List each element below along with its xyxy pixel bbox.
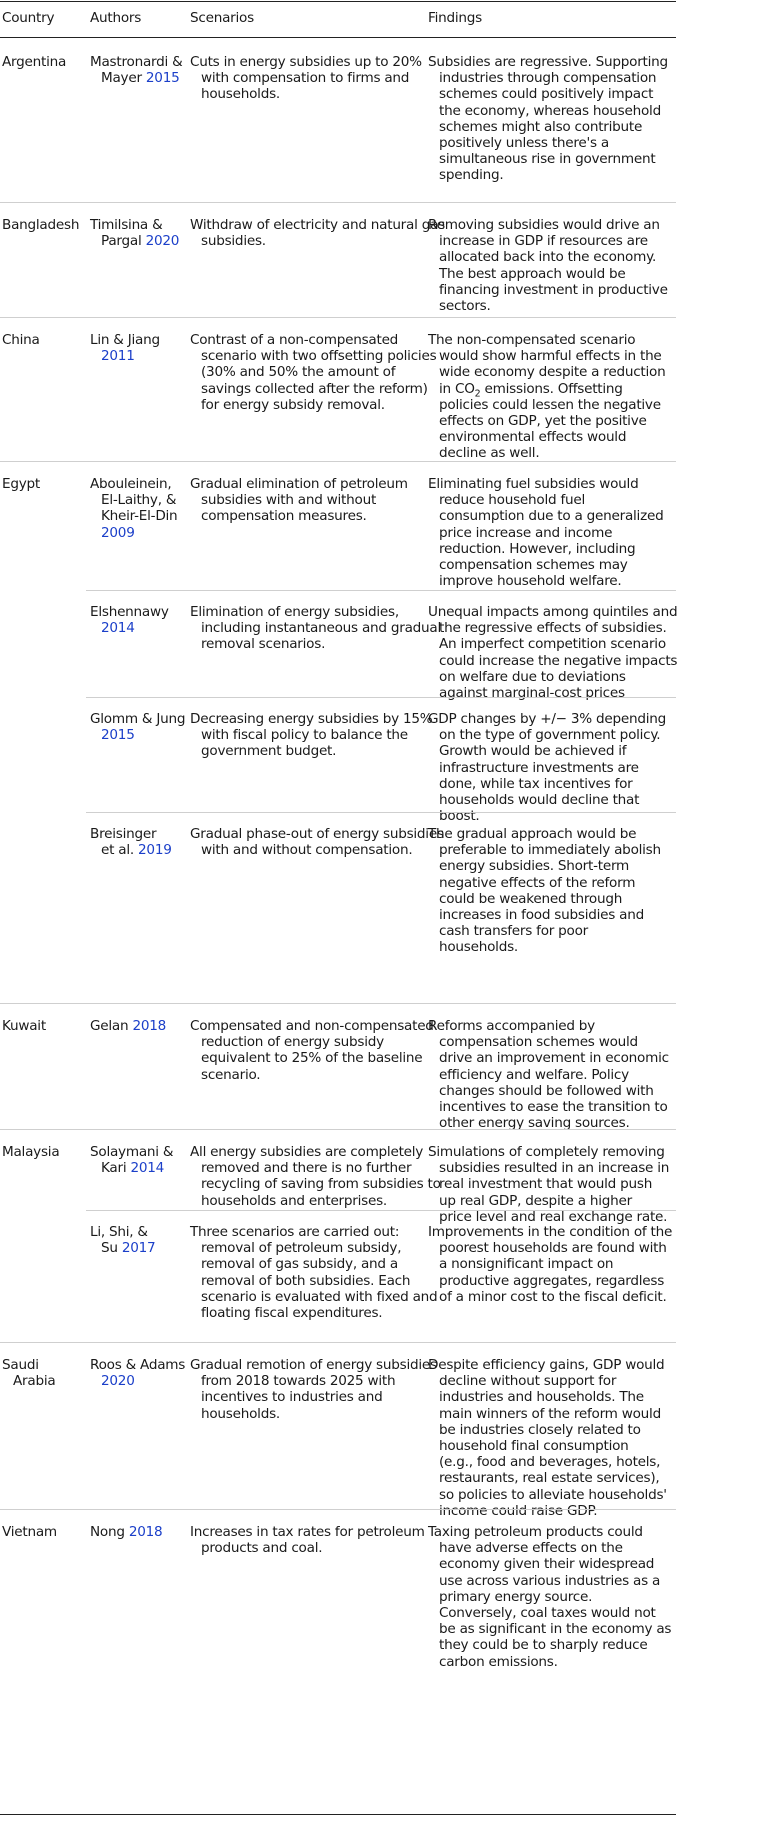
authors-cell-line: Gelan 2018 [90, 1018, 167, 1034]
findings-cell [428, 1357, 676, 1519]
authors-cell-line [90, 1373, 182, 1389]
findings-line: Reforms accompanied by [428, 1018, 595, 1034]
scenarios-cell [190, 826, 444, 859]
country-cell [2, 332, 84, 348]
findings-line: simultaneous rise in government [439, 151, 656, 168]
table-body [0, 40, 772, 1815]
citation-year-link[interactable]: 2018 [128, 1524, 163, 1540]
findings-line: the regressive effects of subsidies. [439, 620, 667, 637]
findings-line: compensation schemes may [439, 557, 628, 574]
findings-line: other energy saving sources. [439, 1115, 630, 1132]
country-cell-line: Arabia [13, 1373, 56, 1390]
findings-line: positively unless there's a [439, 135, 610, 152]
scenarios-cell [190, 1524, 425, 1557]
findings-line: economy given their widespread [439, 1556, 655, 1573]
citation-year-link[interactable]: 2020 [145, 233, 180, 250]
findings-line: on the type of government policy. [439, 727, 661, 744]
scenarios-cell-line: for energy subsidy removal. [201, 396, 385, 413]
findings-line: environmental effects would [439, 429, 627, 446]
findings-line: boost. [439, 808, 480, 825]
findings-line: Improvements in the condition of the [428, 1224, 673, 1240]
header-authors: Authors [90, 10, 142, 26]
findings-line: changes should be followed with [439, 1082, 654, 1099]
findings-line: Taxing petroleum products could [428, 1524, 643, 1540]
findings-line: cash transfers for poor [439, 923, 589, 940]
findings-line: restaurants, real estate services), [439, 1470, 660, 1487]
findings-line: households would decline that [439, 792, 640, 809]
header-scenarios: Scenarios [190, 10, 254, 26]
authors-cell-line: Nong 2018 [90, 1524, 163, 1540]
findings-line: Unequal impacts among quintiles and [428, 604, 678, 620]
scenarios-cell-line: savings collected after the reform) [201, 380, 428, 397]
findings-line: be as significant in the economy as [439, 1621, 672, 1638]
authors-cell-line: Glomm & Jung [90, 711, 186, 727]
findings-line: consumption due to a generalized [439, 508, 664, 525]
findings-line: improve household welfare. [439, 573, 622, 590]
findings-line: policies could lessen the negative [439, 396, 661, 413]
findings-line: preferable to immediately abolish [439, 842, 661, 859]
findings-cell [428, 1224, 676, 1305]
findings-line: a nonsignificant impact on [439, 1256, 614, 1273]
table-header-row [0, 0, 772, 40]
scenarios-cell-line: reduction of energy subsidy [201, 1034, 384, 1051]
authors-cell [90, 476, 182, 541]
findings-line: efficiency and welfare. Policy [439, 1066, 629, 1083]
scenarios-cell-line: Withdraw of electricity and natural gas [190, 217, 445, 233]
authors-cell [90, 217, 182, 249]
citation-year-link[interactable]: 2014 [130, 1160, 165, 1177]
scenarios-cell [190, 476, 412, 525]
findings-line: compensation schemes would [439, 1034, 638, 1051]
scenarios-cell-line: including instantaneous and gradual [201, 620, 441, 637]
findings-line: would show harmful effects in the [439, 348, 662, 365]
co2-subscript: 2 [474, 388, 481, 400]
findings-line: Despite efficiency gains, GDP would [428, 1357, 665, 1373]
findings-line: infrastructure investments are [439, 759, 639, 776]
scenarios-cell-line: subsidies with and without [201, 492, 377, 509]
authors-cell [90, 604, 182, 636]
scenarios-cell-line: removed and there is no further [201, 1160, 412, 1177]
scenarios-cell-line: All energy subsidies are completely [190, 1144, 424, 1160]
findings-line: price increase and income [439, 524, 613, 541]
authors-cell [90, 1144, 182, 1176]
findings-line: they could be to sharply reduce [439, 1637, 648, 1654]
scenarios-cell-line: scenario with two offsetting policies [201, 348, 437, 365]
header-findings: Findings [428, 10, 482, 26]
country-cell-line: Kuwait [2, 1018, 46, 1034]
country-cell-line: China [2, 332, 40, 348]
table-row [0, 203, 772, 318]
authors-cell-line [90, 620, 182, 636]
scenarios-cell-line: Gradual remotion of energy subsidies [190, 1357, 437, 1373]
subrow-divider [86, 812, 676, 813]
findings-line: wide economy despite a reduction [439, 364, 666, 381]
scenarios-cell [190, 1357, 437, 1422]
findings-line: the economy, whereas household [439, 102, 661, 119]
findings-cell [428, 332, 676, 462]
findings-line: Conversely, coal taxes would not [439, 1605, 656, 1622]
scenarios-cell-line: equivalent to 25% of the baseline [201, 1050, 423, 1067]
table-row [0, 1130, 772, 1343]
findings-line: main winners of the reform would [439, 1405, 661, 1422]
scenarios-cell-line: households and enterprises. [201, 1192, 387, 1209]
findings-line: Subsidies are regressive. Supporting [428, 54, 668, 70]
country-cell-line: Argentina [2, 54, 67, 70]
country-cell-line: Bangladesh [2, 217, 80, 233]
scenarios-cell-line: Cuts in energy subsidies up to 20% [190, 54, 422, 70]
country-cell [2, 217, 84, 233]
authors-cell-line: Mayer 2015 [101, 70, 180, 87]
country-cell-line: Saudi [2, 1357, 39, 1373]
scenarios-cell-line: Increases in tax rates for petroleum [190, 1524, 425, 1540]
scenarios-cell [190, 1018, 434, 1083]
scenarios-cell-line: subsidies. [201, 233, 266, 250]
authors-cell-line: Pargal 2020 [101, 233, 180, 250]
scenarios-cell-line: with fiscal policy to balance the [201, 727, 408, 744]
findings-line: reduction. However, including [439, 540, 636, 557]
findings-line: reduce household fuel [439, 492, 586, 509]
scenarios-cell-line: removal of gas subsidy, and a [201, 1256, 398, 1273]
findings-line: in $CO_2$ emissions. Offsetting [439, 380, 623, 400]
scenarios-cell-line: scenario. [201, 1066, 261, 1083]
findings-line: household final consumption [439, 1438, 629, 1455]
scenarios-cell [190, 711, 433, 760]
citation-year-link[interactable]: 2011 [101, 348, 135, 365]
findings-line: decline as well. [439, 445, 540, 462]
scenarios-cell-line: Gradual elimination of petroleum [190, 476, 408, 492]
findings-line: decline without support for [439, 1373, 617, 1390]
citation-year-link[interactable]: 2009 [101, 524, 135, 541]
findings-line: done, while tax incentives for [439, 775, 633, 792]
authors-cell [90, 1524, 182, 1540]
findings-cell [428, 826, 676, 956]
country-cell [2, 54, 84, 70]
country-cell-line: Malaysia [2, 1144, 60, 1160]
findings-line: could increase the negative impacts [439, 652, 678, 669]
findings-line: The non-compensated scenario [428, 332, 636, 348]
findings-line: The best approach would be [439, 265, 626, 282]
authors-cell-line: Elshennawy [90, 604, 169, 620]
authors-cell [90, 711, 186, 744]
citation-year-link[interactable]: 2018 [132, 1018, 167, 1034]
findings-line: financing investment in productive [439, 281, 668, 298]
authors-cell [90, 54, 182, 86]
findings-line: Eliminating fuel subsidies would [428, 476, 639, 492]
findings-line: Simulations of completely removing [428, 1144, 665, 1160]
findings-line: so policies to alleviate households' [439, 1486, 667, 1503]
authors-cell-line: Roos & Adams [90, 1357, 186, 1373]
scenarios-cell-line: Elimination of energy subsidies, [190, 604, 399, 620]
findings-line: (e.g., food and beverages, hotels, [439, 1454, 661, 1471]
scenarios-cell [190, 332, 437, 413]
scenarios-cell-line: scenario is evaluated with fixed and [201, 1288, 438, 1305]
header-country: Country [2, 10, 55, 26]
findings-line: be industries closely related to [439, 1421, 641, 1438]
authors-cell-line [90, 525, 182, 541]
findings-cell [428, 1144, 676, 1225]
table-row [0, 1510, 772, 1815]
country-cell-line: Egypt [2, 476, 40, 492]
scenarios-cell-line: households. [201, 1405, 280, 1422]
findings-line: drive an improvement in economic [439, 1050, 669, 1067]
authors-cell-line: El-Laithy, & [101, 492, 177, 509]
authors-cell-line: Kheir-El-Din [101, 508, 178, 525]
findings-line: negative effects of the reform [439, 874, 636, 891]
scenarios-cell-line: incentives to industries and [201, 1389, 383, 1406]
authors-cell [90, 1018, 182, 1034]
findings-cell [428, 476, 676, 589]
authors-cell-line [90, 348, 182, 364]
table-row [0, 462, 772, 1004]
authors-cell [90, 826, 182, 858]
table-row [0, 1004, 772, 1130]
findings-line: industries through compensation [439, 70, 657, 87]
subrow-divider [86, 590, 676, 591]
findings-line: allocated back into the economy. [439, 249, 657, 266]
country-cell [2, 476, 84, 492]
findings-line: effects on GDP, yet the positive [439, 413, 647, 430]
findings-line: subsidies resulted in an increase in [439, 1160, 670, 1177]
scenarios-cell-line: Gradual phase-out of energy subsidies [190, 826, 444, 842]
scenarios-cell-line: from 2018 towards 2025 with [201, 1373, 396, 1390]
citation-year-link[interactable]: 2019 [138, 842, 172, 859]
findings-line: spending. [439, 167, 504, 184]
country-cell [2, 1357, 84, 1389]
findings-line: schemes might also contribute [439, 118, 643, 135]
findings-line: against marginal-cost prices [439, 685, 625, 702]
findings-line: GDP changes by +/− 3% depending [428, 711, 667, 727]
scenarios-cell-line: recycling of saving from subsidies to [201, 1176, 441, 1193]
findings-line: sectors. [439, 298, 491, 315]
scenarios-cell-line: Three scenarios are carried out: [190, 1224, 400, 1240]
authors-cell [90, 332, 182, 364]
scenarios-cell-line: removal scenarios. [201, 636, 326, 653]
citation-year-link[interactable]: 2020 [101, 1373, 135, 1390]
findings-cell [428, 711, 676, 824]
scenarios-cell [190, 1224, 438, 1322]
table-row [0, 40, 772, 203]
findings-line: on welfare due to deviations [439, 668, 626, 685]
scenarios-cell-line: with compensation to firms and [201, 70, 410, 87]
findings-line: schemes could positively impact [439, 86, 654, 103]
authors-cell [90, 1224, 182, 1256]
findings-line: up real GDP, despite a higher [439, 1192, 632, 1209]
scenarios-cell-line: floating fiscal expenditures. [201, 1305, 383, 1322]
scenarios-cell-line: (30% and 50% the amount of [201, 364, 396, 381]
findings-line: use across various industries as a [439, 1572, 661, 1589]
scenarios-cell [190, 604, 441, 653]
scenarios-cell-line: products and coal. [201, 1540, 323, 1557]
country-cell [2, 1018, 84, 1034]
country-cell [2, 1144, 84, 1160]
scenarios-cell-line: with and without compensation. [201, 842, 413, 859]
authors-cell-line: Breisinger [90, 826, 157, 842]
findings-line: real investment that would push [439, 1176, 653, 1193]
authors-cell-line: Timilsina & [90, 217, 163, 233]
findings-line: have adverse effects on the [439, 1540, 623, 1557]
authors-cell-line [90, 727, 182, 743]
findings-line: primary energy source. [439, 1588, 593, 1605]
findings-cell [428, 217, 676, 314]
findings-line: carbon emissions. [439, 1653, 558, 1670]
findings-line: of a minor cost to the fiscal deficit. [439, 1288, 667, 1305]
findings-cell [428, 54, 676, 184]
findings-cell [428, 1524, 676, 1670]
findings-line: could be weakened through [439, 890, 623, 907]
authors-cell-line: Solaymani & [90, 1144, 174, 1160]
citation-year-link[interactable]: 2014 [101, 620, 135, 637]
findings-line: incentives to ease the transition to [439, 1099, 668, 1116]
authors-cell-line: Su 2017 [101, 1240, 156, 1257]
scenarios-cell [190, 54, 422, 103]
scenarios-cell-line: Contrast of a non-compensated [190, 332, 399, 348]
findings-line: Growth would be achieved if [439, 743, 627, 760]
findings-cell [428, 604, 676, 701]
authors-cell-line: Mastronardi & [90, 54, 183, 70]
authors-cell-line: Abouleinein, [90, 476, 172, 492]
scenarios-cell-line: Compensated and non-compensated [190, 1018, 434, 1034]
citation-year-link[interactable]: 2017 [121, 1240, 156, 1257]
header-bottom-rule [0, 37, 676, 38]
country-cell [2, 1524, 84, 1540]
scenarios-cell-line: households. [201, 86, 280, 103]
scenarios-cell [190, 217, 445, 250]
authors-cell-line: Li, Shi, & [90, 1224, 148, 1240]
findings-line: increases in food subsidies and [439, 907, 644, 924]
citation-year-link[interactable]: 2015 [101, 727, 135, 744]
country-cell-line: Vietnam [2, 1524, 57, 1540]
findings-line: An imperfect competition scenario [439, 636, 666, 653]
scenarios-cell-line: government budget. [201, 743, 337, 760]
findings-line: increase in GDP if resources are [439, 233, 648, 250]
findings-line: Removing subsidies would drive an [428, 217, 660, 233]
findings-line: price level and real exchange rate. [439, 1208, 668, 1225]
table-row [0, 1343, 772, 1519]
scenarios-cell-line: removal of both subsidies. Each [201, 1272, 411, 1289]
findings-line: income could raise GDP. [439, 1502, 598, 1519]
table-bottom-rule [0, 1814, 676, 1815]
findings-line: industries and households. The [439, 1389, 644, 1406]
findings-cell [428, 1018, 676, 1131]
authors-cell-line: Lin & Jiang [90, 332, 160, 348]
authors-cell [90, 1357, 186, 1390]
scenarios-cell-line: compensation measures. [201, 508, 367, 525]
authors-cell-line: et al. 2019 [101, 842, 172, 859]
scenarios-cell-line: removal of petroleum subsidy, [201, 1240, 402, 1257]
authors-cell-line: Kari 2014 [101, 1160, 165, 1177]
findings-line: productive aggregates, regardless [439, 1272, 665, 1289]
subrow-divider [86, 1210, 676, 1211]
scenarios-cell [190, 1144, 441, 1209]
findings-line: energy subsidies. Short-term [439, 858, 630, 875]
citation-year-link[interactable]: 2015 [145, 70, 180, 87]
findings-line: The gradual approach would be [428, 826, 637, 842]
scenarios-cell-line: Decreasing energy subsidies by 15% [190, 711, 433, 727]
findings-line: poorest households are found with [439, 1240, 667, 1257]
findings-line: households. [439, 939, 518, 956]
subrow-divider [86, 697, 676, 698]
table-row [0, 318, 772, 462]
